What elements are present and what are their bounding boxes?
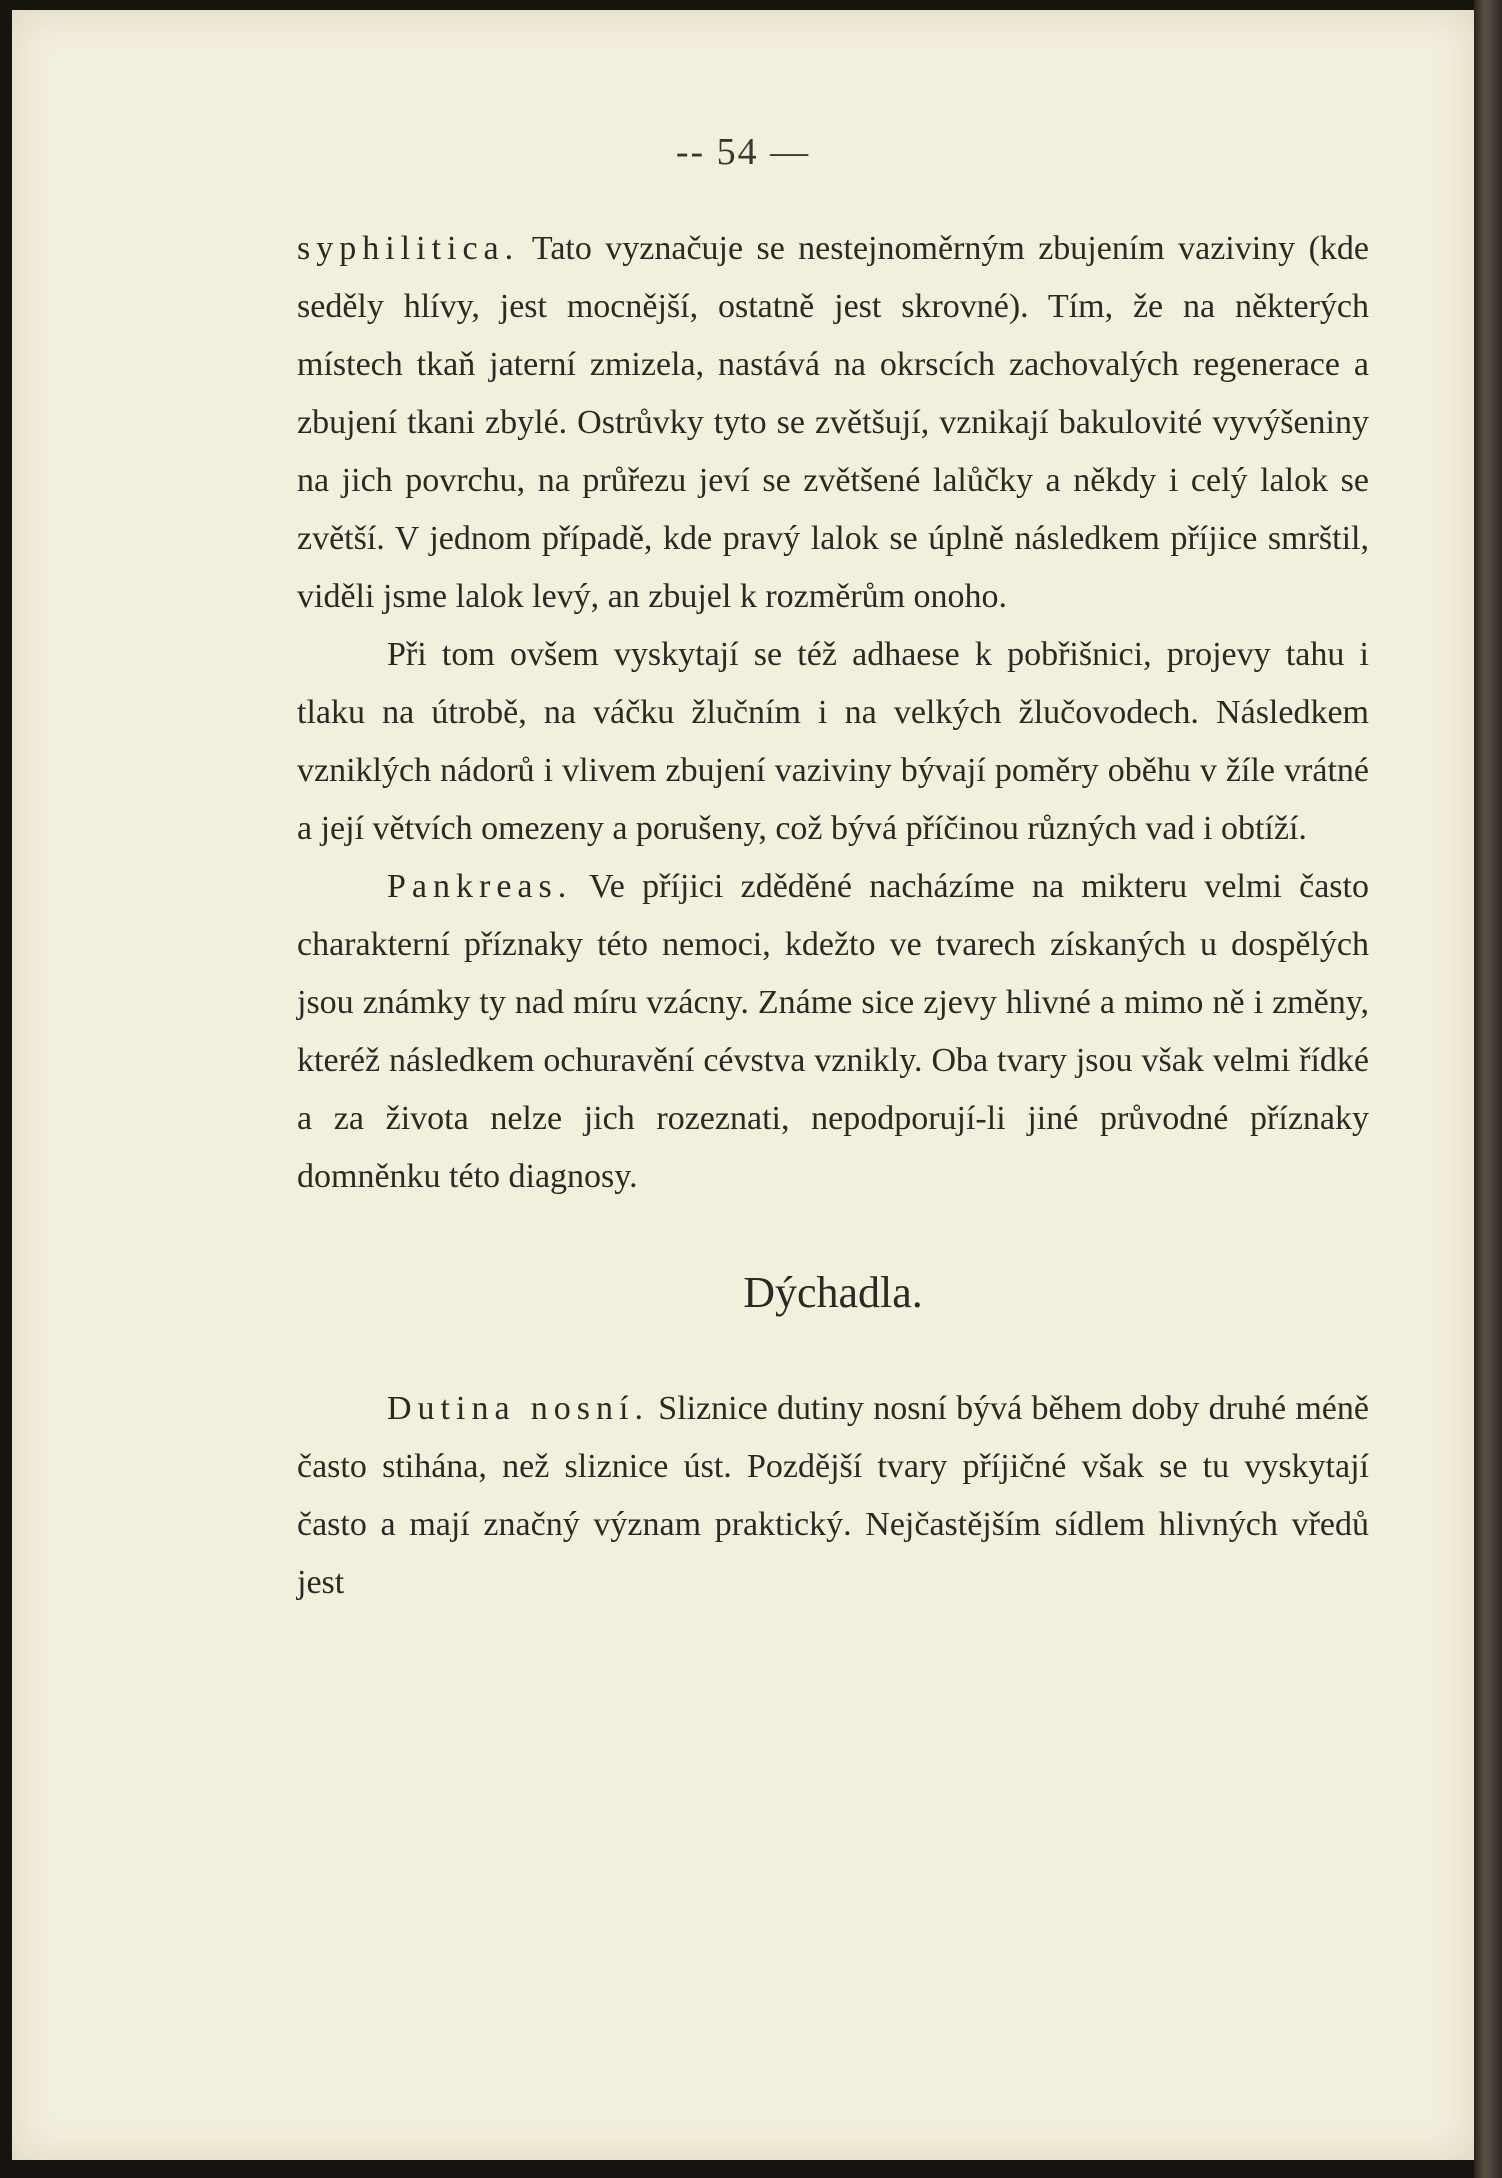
section-heading: Dýchadla. bbox=[743, 1268, 923, 1317]
paragraph-text: Ve příjici zděděné nacházíme na mikteru velmi často charakterní příznaky této nemoci, kdežto ve tvarech získaných u dospělých jsou známky ty nad míru vzácny. Známe sice zjevy hlivné a mimo ně i změny, kteréž následkem ochuravění cévstva vznikly. Oba tvary jsou však velmi řídké a za života nelze jich rozeznati, nepodporují-li jiné průvodné příznaky domněnku této diagnosy. bbox=[297, 868, 1369, 1195]
lead-term: syphilitica. bbox=[297, 230, 520, 267]
paragraph-syphilitica bbox=[297, 220, 1369, 626]
lead-term: Pankreas. bbox=[387, 868, 573, 905]
book-page bbox=[12, 10, 1474, 2160]
paragraph-dutina-nosni bbox=[297, 1380, 1369, 1612]
paragraph-text: Sliznice dutiny nosní bývá během doby druhé méně často stihána, než sliznice úst. Pozdější tvary příjičné však se tu vyskytají často a mají značný význam praktický. Nejčastějším sídlem hlivných vředů jest bbox=[297, 1390, 1369, 1601]
page-number: -- 54 — bbox=[675, 131, 811, 173]
paragraph-text: Tato vyznačuje se nestejnoměrným zbujením vaziviny (kde seděly hlívy, jest mocnější, ostatně jest skrovné). Tím, že na některých místech tkaň jaterní zmizela, nastává na okrscích zachovalých regenerace a zbujení tkani zbylé. Ostrůvky tyto se zvětšují, vznikají bakulovité vyvýšeniny na jich povrchu, na průřezu jeví se zvětšené lalůčky a někdy i celý lalok se zvětší. V jednom případě, kde pravý lalok se úplně následkem příjice smrštil, viděli jsme lalok levý, an zbujel k rozměrům onoho. bbox=[297, 230, 1369, 615]
body-text bbox=[297, 220, 1369, 1612]
book-spine-edge bbox=[1474, 0, 1502, 2178]
paragraph-text: Při tom ovšem vyskytají se též adhaese k pobřišnici, projevy tahu i tlaku na útrobě, na váčku žlučním i na velkých žlučovodech. Následkem vzniklých nádorů i vlivem zbujení vaziviny bývají poměry oběhu v žíle vrátné a její větvích omezeny a porušeny, což bývá příčinou různých vad i obtíží. bbox=[297, 636, 1369, 847]
paragraph-pankreas bbox=[297, 858, 1369, 1206]
section-gap bbox=[297, 1322, 1369, 1380]
lead-term: Dutina nosní. bbox=[387, 1390, 649, 1427]
paragraph-adhaese bbox=[297, 626, 1369, 858]
section-gap bbox=[297, 1206, 1369, 1264]
